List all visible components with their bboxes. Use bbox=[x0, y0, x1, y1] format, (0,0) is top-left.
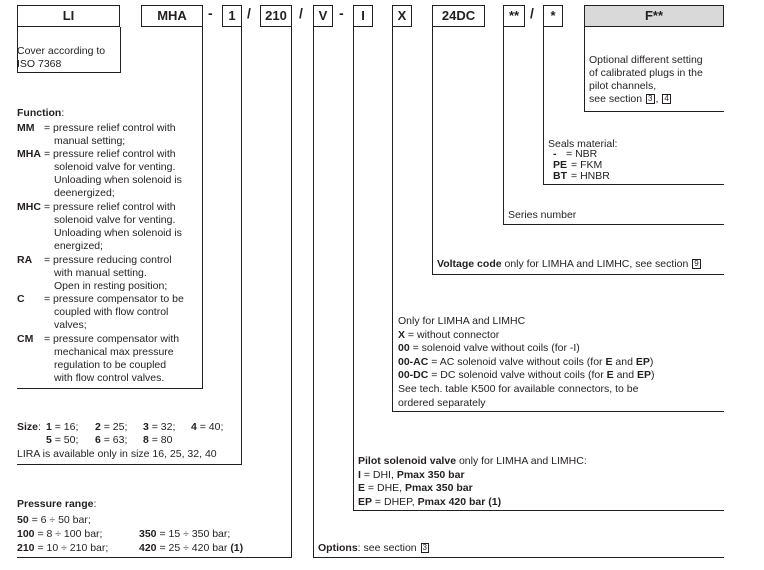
size-2: 2 = 25; bbox=[95, 421, 128, 433]
connector-description: Only for LIMHA and LIMHC X = without connector 00 = solenoid valve without coils (for -I) 00-AC = AC solenoid valve without coils (for E and EP) 00-DC = DC solenoid valve without coils (for E and EP) See tech. table K500 for available connectors, to be ordered separately bbox=[398, 315, 655, 409]
leader-series-bottom bbox=[503, 224, 724, 225]
size-1: 1 = 16; bbox=[46, 421, 79, 433]
size-note: LIRA is available only in size 16, 25, 32, 40 bbox=[17, 448, 217, 460]
seals-row-hnbr: BT = HNBR bbox=[553, 170, 610, 182]
cover-description: Cover according to ISO 7368 bbox=[17, 45, 106, 70]
code-slash-1: / bbox=[247, 5, 251, 21]
seals-title: Seals material: bbox=[548, 138, 618, 150]
pilot-solenoid-valve: Pilot solenoid valve only for LIMHA and LIMHC: I = DHI, Pmax 350 bar E = DHE, Pmax 350 bar EP = DHEP, Pmax 420 bar (1) bbox=[358, 455, 587, 508]
code-slash-2: / bbox=[299, 5, 303, 21]
leader-pressure-bottom bbox=[17, 557, 292, 558]
code-mha: MHA bbox=[141, 5, 203, 27]
calibrated-plugs-description: Optional different setting of calibrated plugs in the pilot channels, see section 3 , 4 bbox=[589, 54, 703, 105]
section-ref: 9 bbox=[694, 259, 699, 268]
leader-series bbox=[503, 27, 504, 225]
pressure-100: 100 = 8 ÷ 100 bar; bbox=[17, 528, 103, 540]
leader-options-bottom bbox=[313, 557, 724, 558]
code-pilot-valve: V bbox=[313, 5, 333, 27]
leader-pilot bbox=[353, 27, 354, 511]
leader-function-bottom bbox=[17, 388, 203, 389]
series-number-label: Series number bbox=[508, 209, 577, 221]
code-options: I bbox=[353, 5, 373, 27]
function-item-ra: RA = pressure reducing control with manual setting. Open in resting position; bbox=[17, 254, 172, 292]
leader-calibrated bbox=[584, 27, 585, 112]
function-item-mha: MHA = pressure relief control with solenoid valve for venting. Unloading when solenoid is deenergized; bbox=[17, 148, 182, 199]
function-title: Function: bbox=[17, 107, 65, 119]
size-5: 5 = 50; bbox=[46, 434, 79, 446]
leader-li-bottom bbox=[17, 72, 121, 73]
leader-function bbox=[202, 27, 203, 389]
voltage-code: Voltage code only for LIMHA and LIMHC, see section 9 bbox=[437, 258, 699, 270]
pressure-range-title: Pressure range: bbox=[17, 498, 97, 510]
function-item-mhc: MHC = pressure relief control with solenoid valve for venting. Unloading when solenoid is energized; bbox=[17, 201, 182, 252]
code-size: 1 bbox=[222, 5, 242, 27]
leader-pressure bbox=[291, 27, 292, 558]
pressure-210: 210 = 10 ÷ 210 bar; bbox=[17, 542, 109, 554]
code-slash-3: / bbox=[530, 5, 534, 21]
section-ref: 3 bbox=[422, 543, 427, 552]
leader-li-right bbox=[120, 27, 121, 72]
code-dash-2: - bbox=[339, 5, 344, 21]
leader-calibrated-bottom bbox=[584, 111, 724, 112]
code-series: ** bbox=[503, 5, 525, 27]
leader-voltage bbox=[432, 27, 433, 275]
section-ref: 3 bbox=[648, 94, 653, 103]
pressure-420: 420 = 25 ÷ 420 bar (1) bbox=[139, 542, 244, 554]
leader-voltage-bottom bbox=[432, 274, 724, 275]
code-pressure: 210 bbox=[260, 5, 292, 27]
leader-connector-bottom bbox=[392, 411, 724, 412]
size-6: 6 = 63; bbox=[95, 434, 128, 446]
pressure-range-section bbox=[17, 498, 292, 556]
leader-seals bbox=[543, 27, 544, 185]
size-4: 4 = 40; bbox=[191, 421, 224, 433]
function-item-c: C = pressure compensator to be coupled with flow control valves; bbox=[17, 293, 184, 331]
function-item-mm: MM = pressure relief control with manual setting; bbox=[17, 122, 176, 147]
section-ref: 4 bbox=[664, 94, 669, 103]
code-calibrated-plugs: F** bbox=[584, 5, 724, 27]
size-8: 8 = 80 bbox=[143, 434, 173, 446]
pressure-350: 350 = 15 ÷ 350 bar; bbox=[139, 528, 231, 540]
options-description: Options: see section 3 bbox=[318, 542, 427, 554]
code-voltage: 24DC bbox=[432, 5, 485, 27]
leader-options bbox=[313, 27, 314, 558]
size-3: 3 = 32; bbox=[143, 421, 176, 433]
pressure-50: 50 = 6 ÷ 50 bar; bbox=[17, 514, 91, 526]
leader-size-bottom bbox=[17, 464, 242, 465]
leader-pilot-bottom bbox=[353, 510, 724, 511]
seals-row-fkm: PE = FKM bbox=[553, 159, 603, 171]
function-item-cm: CM = pressure compensator with mechanical max pressure regulation to be coupled with flow control valves. bbox=[17, 333, 180, 384]
leader-seals-bottom bbox=[543, 184, 724, 185]
size-section: Size: 1 = 16; 2 = 25; 3 = 32; 4 = 40; 5 = 50; 6 = 63; 8 = 80 LIRA is available only in size 16, 25, 32, 40 bbox=[17, 421, 224, 460]
leader-connector bbox=[392, 27, 393, 412]
code-li: LI bbox=[17, 5, 120, 27]
leader-size bbox=[241, 27, 242, 465]
code-connector: X bbox=[392, 5, 412, 27]
code-dash-1: - bbox=[208, 5, 213, 21]
code-seals: * bbox=[543, 5, 563, 27]
seals-row-nbr: - = NBR bbox=[553, 148, 598, 160]
